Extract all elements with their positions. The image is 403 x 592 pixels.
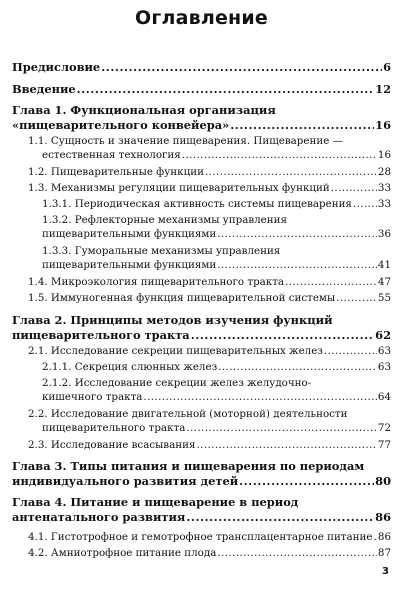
toc-entry-title: Глава 2. Принципы методов изучения функций — [12, 313, 333, 327]
toc-entry-title: Глава 1. Функциональная организация — [12, 103, 276, 117]
toc-entry-title: 4.1. Гистотрофное и гемотрофное трансплацентарное питание — [28, 531, 373, 543]
toc-section-entry — [28, 438, 391, 452]
toc-chapter-entry — [12, 459, 391, 489]
dot-leader — [191, 328, 374, 343]
toc-section-entry — [28, 275, 391, 289]
toc-entry-title: 2.1.2. Исследование секреции желез желудочно- — [42, 377, 312, 389]
toc-page-number: 16 — [377, 149, 391, 161]
toc-page-number: 87 — [377, 547, 391, 559]
toc-page-number: 77 — [377, 439, 391, 451]
toc-entry-title: 1.3.1. Периодическая активность системы пищеварения — [42, 198, 352, 210]
toc-page-number: 55 — [377, 292, 391, 304]
dot-leader — [186, 421, 377, 435]
toc-chapter-entry — [12, 313, 391, 343]
toc-section-entry — [28, 407, 391, 435]
toc-entry-title: антенатального развития — [12, 510, 186, 524]
dot-leader — [336, 291, 377, 305]
toc-entry-title: 1.3.2. Рефлекторные механизмы управления — [42, 214, 287, 226]
toc-section-entry — [42, 376, 391, 404]
toc-entry-title: 2.1.1. Секреция слюнных желез — [42, 361, 218, 373]
page-number: 3 — [382, 566, 389, 577]
toc-section-entry — [28, 546, 391, 560]
dot-leader — [196, 438, 376, 452]
toc-entry-title: 4.2. Амниотрофное питание плода — [28, 547, 217, 559]
toc-entry-title: 2.3. Исследование всасывания — [28, 439, 196, 451]
toc-chapter-entry — [12, 60, 391, 75]
toc-page-number: 62 — [375, 328, 391, 342]
toc-entry-title: 2.2. Исследование двигательной (моторной) деятельности — [28, 408, 348, 420]
dot-leader — [205, 165, 377, 179]
toc-entry-title: 1.5. Иммуногенная функция пищеварительной системы — [28, 292, 336, 304]
toc-entry-title: пищеварительного тракта — [12, 328, 190, 342]
toc-entry-title: 2.1. Исследование секреции пищеварительных желез — [28, 345, 323, 357]
dot-leader — [218, 360, 377, 374]
toc-page-number: 63 — [377, 345, 391, 357]
toc-page-number: 64 — [377, 391, 391, 403]
toc-page-number: 41 — [377, 259, 391, 271]
toc-chapter-entry — [12, 82, 391, 97]
dot-leader — [186, 510, 374, 525]
toc-page-number: 12 — [375, 82, 391, 96]
toc-page-number: 72 — [377, 422, 391, 434]
dot-leader — [77, 82, 374, 97]
dot-leader — [217, 227, 377, 241]
dot-leader — [217, 258, 377, 272]
toc-page-number: 86 — [377, 531, 391, 543]
toc-section-entry — [28, 291, 391, 305]
toc-page-number: 63 — [377, 361, 391, 373]
toc-page-number: 33 — [377, 198, 391, 210]
dot-leader — [285, 275, 377, 289]
toc-section-entry — [28, 165, 391, 179]
dot-leader — [324, 344, 377, 358]
toc-section-entry — [42, 244, 391, 272]
toc-chapter-entry — [12, 103, 391, 133]
toc-entry-title: пищеварительными функциями — [42, 259, 217, 271]
toc-page-number: 36 — [377, 228, 391, 240]
toc-section-entry — [28, 344, 391, 358]
toc-entry-title: 1.1. Сущность и значение пищеварения. Пищеварение — — [28, 135, 343, 147]
dot-leader — [101, 60, 382, 75]
toc-page-number: 28 — [377, 166, 391, 178]
toc-entry-title: 1.3.3. Гуморальные механизмы управления — [42, 245, 281, 257]
dot-leader — [143, 390, 376, 404]
toc-page-number: 47 — [377, 276, 391, 288]
toc-page-number: 86 — [375, 510, 391, 524]
toc-entry-title: Глава 3. Типы питания и пищеварения по периодам — [12, 459, 365, 473]
dot-leader — [353, 197, 377, 211]
page-title: Оглавление — [135, 7, 268, 29]
toc-section-entry — [28, 134, 391, 162]
toc-section-entry — [42, 213, 391, 241]
toc-entry-title: «пищеварительного конвейера» — [12, 118, 230, 132]
toc-entry-title: Введение — [12, 82, 76, 96]
toc-section-entry — [42, 197, 391, 211]
toc-section-entry — [28, 530, 391, 544]
toc-entry-title: естественная технология — [42, 149, 181, 161]
toc-entry-title: 1.2. Пищеварительные функции — [28, 166, 204, 178]
toc-entry-title: 1.4. Микроэкология пищеварительного тракта — [28, 276, 285, 288]
toc-entry-title: индивидуального развития детей — [12, 474, 239, 488]
toc-section-entry — [42, 360, 391, 374]
toc-page-number: 33 — [377, 182, 391, 194]
toc-entry-title: кишечного тракта — [42, 391, 143, 403]
toc-entry-title: пищеварительного тракта — [42, 422, 186, 434]
toc-section-entry — [28, 181, 391, 195]
toc-chapter-entry — [12, 495, 391, 525]
dot-leader — [217, 546, 377, 560]
dot-leader — [182, 148, 377, 162]
dot-leader — [239, 474, 374, 489]
toc-page-number: 16 — [375, 118, 391, 132]
toc-entry-title: Предисловие — [12, 60, 101, 74]
toc-page-number: 6 — [383, 60, 391, 74]
dot-leader — [331, 181, 377, 195]
toc-entry-title: Глава 4. Питание и пищеварение в период — [12, 495, 299, 509]
toc-entry-title: 1.3. Механизмы регуляции пищеварительных функций — [28, 182, 330, 194]
toc-entry-title: пищеварительными функциями — [42, 228, 217, 240]
toc-page-number: 80 — [375, 474, 391, 488]
dot-leader — [373, 530, 376, 544]
dot-leader — [230, 118, 374, 133]
